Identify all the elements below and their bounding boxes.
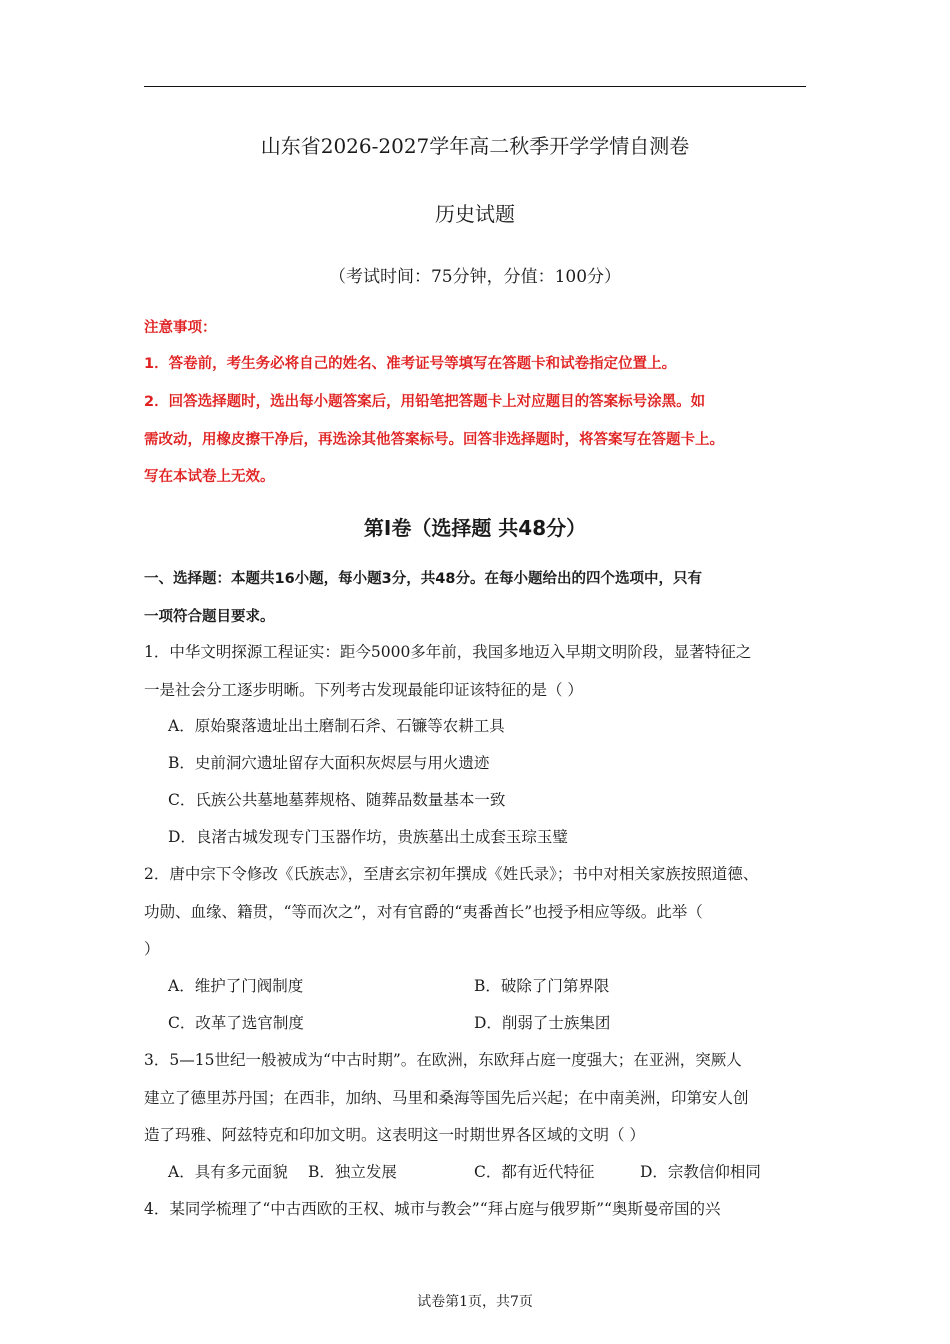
notice-line-2b: 需改动，用橡皮擦干净后，再选涂其他答案标号。回答非选择题时，将答案写在答题卡上。 xyxy=(144,432,724,448)
notice-heading: 注意事项： xyxy=(144,320,217,336)
question-2-line-1: 2．唐中宗下令修改《氏族志》，至唐玄宗初年撰成《姓氏录》；书中对相关家族按照道德、 xyxy=(144,865,759,883)
question-2-option-a: A．维护了门阀制度 xyxy=(168,977,304,995)
question-1-option-b: B．史前洞穴遗址留存大面积灰烬层与用火遗迹 xyxy=(168,754,490,772)
page-footer: 试卷第1页，共7页 xyxy=(417,1294,533,1310)
notice-line-1: 1．答卷前，考生务必将自己的姓名、准考证号等填写在答题卡和试卷指定位置上。 xyxy=(144,356,677,372)
subject-title: 历史试题 xyxy=(435,202,515,226)
question-2-line-2: 功勋、血缘、籍贯，“等而次之”，对有官爵的“夷番酋长”也授予相应等级。此举（ xyxy=(144,903,703,921)
question-3-option-d: D．宗教信仰相同 xyxy=(640,1163,761,1181)
exam-info: （考试时间：75分钟，分值：100分） xyxy=(328,267,622,287)
question-3-option-b: B．独立发展 xyxy=(308,1163,397,1181)
section-instruction-b: 一项符合题目要求。 xyxy=(144,609,275,625)
question-3-line-2: 建立了德里苏丹国；在西非，加纳、马里和桑海等国先后兴起；在中南美洲，印第安人创 xyxy=(144,1089,749,1107)
notice-line-2a: 2．回答选择题时，选出每小题答案后，用铅笔把答题卡上对应题目的答案标号涂黑。如 xyxy=(144,394,706,410)
question-1-option-d: D．良渚古城发现专门玉器作坊，贵族墓出土成套玉琮玉璧 xyxy=(168,828,568,846)
question-3-option-c: C．都有近代特征 xyxy=(474,1163,595,1181)
question-2-line-3: ） xyxy=(144,940,160,958)
header-rule xyxy=(144,86,806,87)
question-3-line-3: 造了玛雅、阿兹特克和印加文明。这表明这一时期世界各区域的文明（ ） xyxy=(144,1126,645,1144)
question-1-line-2: 一是社会分工逐步明晰。下列考古发现最能印证该特征的是（ ） xyxy=(144,681,583,699)
section-instruction-a: 一、选择题：本题共16小题，每小题3分，共48分。在每小题给出的四个选项中，只有 xyxy=(144,571,702,587)
question-3-line-1: 3．5—15世纪一般被成为“中古时期”。在欧洲，东欧拜占庭一度强大；在亚洲，突厥人 xyxy=(144,1051,742,1069)
question-4-line-1: 4．某同学梳理了“中古西欧的王权、城市与教会”“拜占庭与俄罗斯”“奥斯曼帝国的兴 xyxy=(144,1200,721,1218)
question-1-option-c: C．氏族公共墓地墓葬规格、随葬品数量基本一致 xyxy=(168,791,506,809)
exam-title: 山东省2026-2027学年高二秋季开学学情自测卷 xyxy=(260,134,690,158)
question-2-option-b: B．破除了门第界限 xyxy=(474,977,610,995)
question-1-line-1: 1．中华文明探源工程证实：距今5000多年前，我国多地迈入早期文明阶段，显著特征之 xyxy=(144,643,752,661)
section-title: 第Ⅰ卷（选择题 共48分） xyxy=(363,516,587,540)
notice-line-2c: 写在本试卷上无效。 xyxy=(144,469,275,485)
question-3-option-a: A．具有多元面貌 xyxy=(168,1163,288,1181)
question-1-option-a: A．原始聚落遗址出土磨制石斧、石镰等农耕工具 xyxy=(168,717,505,735)
question-2-option-d: D．削弱了士族集团 xyxy=(474,1014,611,1032)
question-2-option-c: C．改革了选官制度 xyxy=(168,1014,304,1032)
